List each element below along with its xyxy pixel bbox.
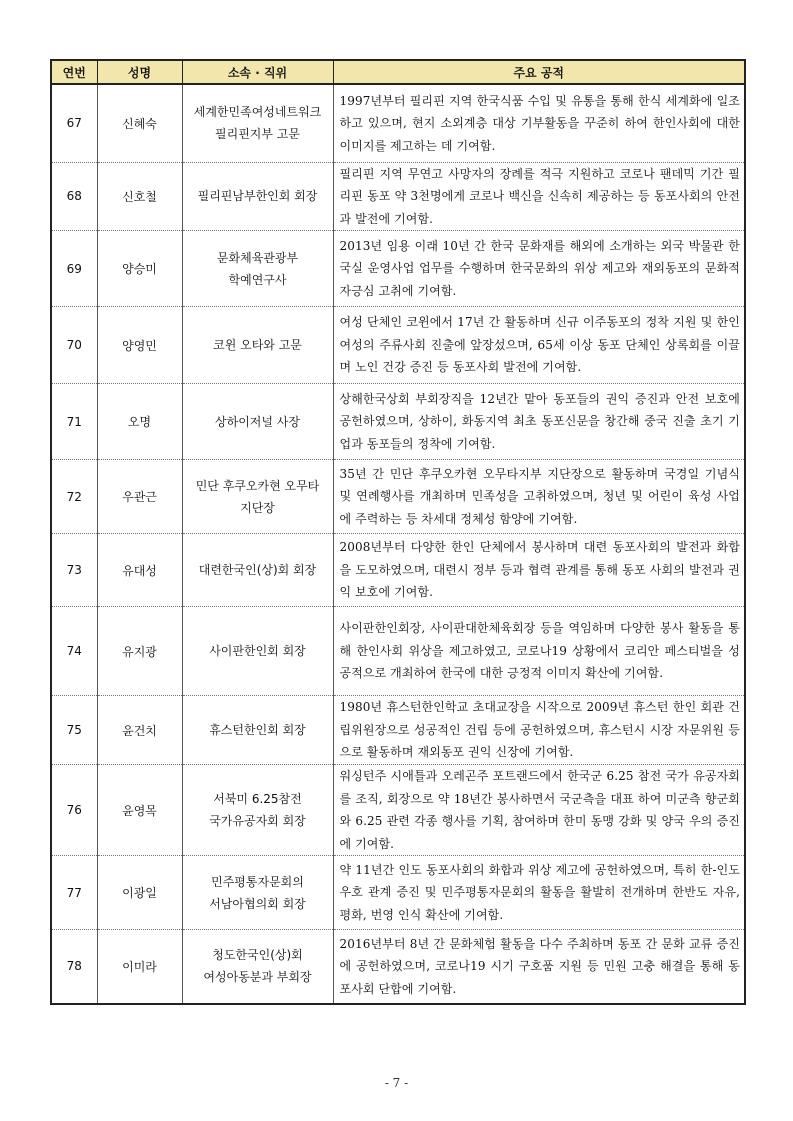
row-name: 신혜숙	[97, 84, 182, 162]
header-row	[51, 60, 745, 84]
row-affiliation	[182, 607, 333, 696]
row-merit: 워싱턴주 시애틀과 오레곤주 포트랜드에서 한국군 6.25 참전 국가 유공자회를 조직, 회장으로 약 18년간 봉사하면서 국군측을 대표 하여 미군측 향군회와 6.25 관련 각종 행사를 기획, 참여하며 한미 동맹 강화 및 양국 우의 증진에 기여함.	[333, 765, 745, 856]
row-merit: 필리핀 지역 무연고 사망자의 장례를 적극 지원하고 코로나 팬데믹 기간 필리핀 동포 약 3천명에게 코로나 백신을 신속히 제공하는 등 동포사회의 안전과 발전에 기여함.	[333, 162, 745, 231]
row-affiliation	[182, 231, 333, 307]
affiliation-line: 서북미 6.25참전	[213, 792, 302, 806]
row-name: 윤영목	[97, 765, 182, 856]
row-affiliation	[182, 384, 333, 460]
affiliation-line: 학예연구사	[228, 272, 287, 287]
affiliation-line: 지단장	[240, 500, 275, 515]
affiliation-line: 민주평통자문회의	[211, 874, 304, 889]
row-name: 이미라	[97, 930, 182, 1004]
row-affiliation	[182, 84, 333, 162]
row-affiliation	[182, 534, 333, 607]
affiliation-line: 청도한국인(상)회	[212, 948, 303, 963]
table-row	[51, 856, 745, 930]
row-number: 76	[51, 765, 97, 856]
table-row	[51, 696, 745, 765]
row-affiliation	[182, 765, 333, 856]
affiliation-line: 대련한국인(상)회 회장	[198, 563, 317, 577]
affiliation-line: 여성아동분과 부회장	[203, 970, 312, 985]
row-name: 유대성	[97, 534, 182, 607]
affiliation-line: 코윈 오타와 고문	[213, 338, 302, 352]
row-merit: 여성 단체인 코윈에서 17년 간 활동하며 신규 이주동포의 정착 지원 및 한인 여성의 주류사회 진출에 앞장섰으며, 65세 이상 동포 단체인 상록회를 이끌며 노인 건강 증진 등 동포사회 발전에 기여함.	[333, 307, 745, 384]
row-number: 73	[51, 534, 97, 607]
row-name: 오명	[97, 384, 182, 460]
row-affiliation	[182, 856, 333, 930]
row-name: 유지광	[97, 607, 182, 696]
affiliation-line: 휴스턴한인회 회장	[209, 723, 306, 737]
row-number: 72	[51, 460, 97, 534]
table-row	[51, 307, 745, 384]
row-number: 70	[51, 307, 97, 384]
affiliation-line: 서남아협의회 회장	[209, 896, 306, 911]
row-number: 68	[51, 162, 97, 231]
row-number: 69	[51, 231, 97, 307]
header-no: 연번	[51, 60, 97, 84]
row-affiliation	[182, 930, 333, 1004]
row-name: 양승미	[97, 231, 182, 307]
table-row	[51, 231, 745, 307]
table-row	[51, 930, 745, 1004]
row-merit: 2016년부터 8년 간 문화체험 활동을 다수 주최하며 동포 간 문화 교류 증진에 공헌하였으며, 코로나19 시기 구호품 지원 등 민원 고충 해결을 통해 동포사회 단합에 기여함.	[333, 930, 745, 1004]
affiliation-line: 필리핀남부한인회 회장	[197, 189, 318, 204]
row-name: 우관근	[97, 460, 182, 534]
row-name: 윤건치	[97, 696, 182, 765]
page-number: - 7 -	[384, 1076, 409, 1090]
row-number: 67	[51, 84, 97, 162]
row-merit: 2008년부터 다양한 한인 단체에서 봉사하며 대련 동포사회의 발전과 화합을 도모하였으며, 대련시 정부 등과 협력 관계를 통해 동포 사회의 발전과 권익 보호에 기여함.	[333, 534, 745, 607]
row-number: 77	[51, 856, 97, 930]
table-row	[51, 607, 745, 696]
affiliation-line: 문화체육관광부	[216, 250, 299, 265]
row-number: 78	[51, 930, 97, 1004]
table-row	[51, 84, 745, 162]
row-affiliation	[182, 696, 333, 765]
table-row	[51, 534, 745, 607]
table-row	[51, 460, 745, 534]
header-name: 성명	[97, 60, 182, 84]
row-merit: 2013년 임용 이래 10년 간 한국 문화재를 해외에 소개하는 외국 박물관 한국실 운영사업 업무를 수행하며 한국문화의 위상 제고와 재외동포의 문화적 자긍심 고취에 기여함.	[333, 231, 745, 307]
row-affiliation	[182, 307, 333, 384]
affiliation-line: 필리핀지부 고문	[215, 127, 300, 142]
row-merit: 상해한국상회 부회장직을 12년간 맡아 동포들의 권익 증진과 안전 보호에 공헌하였으며, 상하이, 화동지역 최초 동포신문을 창간해 중국 진출 초기 기업과 동포들의 정착에 기여함.	[333, 384, 745, 460]
row-affiliation	[182, 162, 333, 231]
table-row	[51, 765, 745, 856]
header-merit: 주요 공적	[333, 60, 745, 84]
row-merit: 1980년 휴스턴한인학교 초대교장을 시작으로 2009년 휴스턴 한인 회관 건립위원장으로 성공적인 건립 등에 공헌하였으며, 휴스턴시 시장 자문위원 등으로 활동하며 재외동포 권익 신장에 기여함.	[333, 696, 745, 765]
row-name: 이광일	[97, 856, 182, 930]
row-number: 74	[51, 607, 97, 696]
affiliation-line: 민단 후쿠오카현 오무타	[195, 478, 320, 493]
row-merit: 35년 간 민단 후쿠오카현 오무타지부 지단장으로 활동하며 국경일 기념식 및 연례행사를 개최하며 민족성을 고취하였으며, 청년 및 어린이 육성 사업에 주력하는 등 차세대 정체성 함양에 기여함.	[333, 460, 745, 534]
row-name: 신호철	[97, 162, 182, 231]
row-number: 75	[51, 696, 97, 765]
affiliation-line: 사이판한인회 회장	[209, 644, 306, 658]
header-affiliation: 소속 · 직위	[182, 60, 333, 84]
row-name: 양영민	[97, 307, 182, 384]
affiliation-line: 세계한민족여성네트워크	[193, 105, 322, 120]
table-row	[51, 384, 745, 460]
table-row	[51, 162, 745, 231]
row-merit: 사이판한인회장, 사이판대한체육회장 등을 역임하며 다양한 봉사 활동을 통해 한인사회 위상을 제고하였고, 코로나19 상황에서 코리안 페스티벌을 성공적으로 개최하여 한국에 대한 긍정적 이미지 확산에 기여함.	[333, 607, 745, 696]
award-table	[50, 59, 746, 1005]
row-affiliation	[182, 460, 333, 534]
row-number: 71	[51, 384, 97, 460]
affiliation-line: 상하이저널 사장	[215, 414, 300, 429]
row-merit: 1997년부터 필리핀 지역 한국식품 수입 및 유통을 통해 한식 세계화에 일조하고 있으며, 현지 소외계층 대상 기부활동을 꾸준히 하여 한인사회에 대한 이미지를 제고하는 데 기여함.	[333, 84, 745, 162]
row-merit: 약 11년간 인도 동포사회의 화합과 위상 제고에 공헌하였으며, 특히 한-인도 우호 관계 증진 및 민주평통자문회의 활동을 활발히 전개하며 한반도 자유, 평화, 번영 인식 확산에 기여함.	[333, 856, 745, 930]
affiliation-line: 국가유공자회 회장	[209, 814, 306, 828]
